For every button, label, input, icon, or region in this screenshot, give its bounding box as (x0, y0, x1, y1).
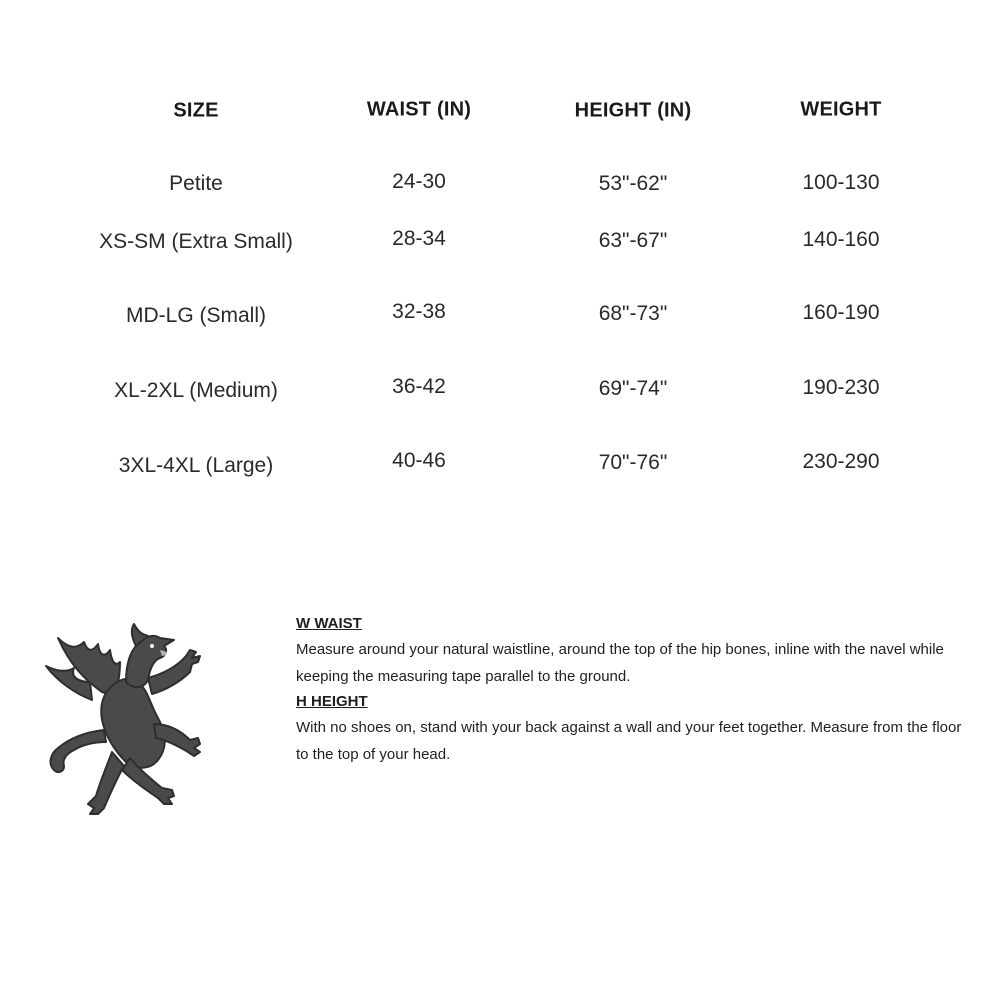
height-cell: 68"-73" (598, 302, 668, 325)
height-cell: 63"-67" (598, 229, 668, 252)
waist-cell: 24-30 (392, 170, 446, 193)
waist-cell: 32-38 (392, 300, 446, 323)
waist-guide-title: W WAIST (296, 615, 362, 632)
header-weight: WEIGHT (800, 98, 882, 121)
measuring-guide (296, 612, 976, 768)
size-cell: XS-SM (Extra Small) (99, 230, 293, 253)
waist-cell: 36-42 (392, 375, 446, 398)
size-cell: XL-2XL (Medium) (114, 379, 278, 402)
weight-cell: 160-190 (802, 301, 880, 324)
height-guide-title: H HEIGHT (296, 693, 368, 710)
size-cell: Petite (169, 172, 223, 195)
height-cell: 69"-74" (598, 377, 668, 400)
header-height: HEIGHT (IN) (574, 99, 692, 122)
griffin-icon (40, 620, 220, 830)
height-cell: 53"-62" (598, 172, 668, 195)
weight-cell: 140-160 (802, 228, 880, 251)
weight-cell: 190-230 (802, 376, 880, 399)
height-cell: 70"-76" (598, 451, 668, 474)
size-cell: 3XL-4XL (Large) (118, 454, 274, 477)
size-cell: MD-LG (Small) (126, 304, 266, 327)
header-waist: WAIST (IN) (366, 98, 472, 121)
header-size: SIZE (173, 99, 219, 122)
waist-guide-text: Measure around your natural waistline, around the top of the hip bones, inline with the navel while keeping the measuring tape parallel to the ground. (296, 641, 944, 685)
weight-cell: 230-290 (802, 450, 880, 473)
weight-cell: 100-130 (802, 171, 880, 194)
waist-cell: 28-34 (392, 227, 446, 250)
height-guide-text: With no shoes on, stand with your back against a wall and your feet together. Measure from the floor to the top of your head. (296, 719, 962, 763)
waist-cell: 40-46 (392, 449, 446, 472)
